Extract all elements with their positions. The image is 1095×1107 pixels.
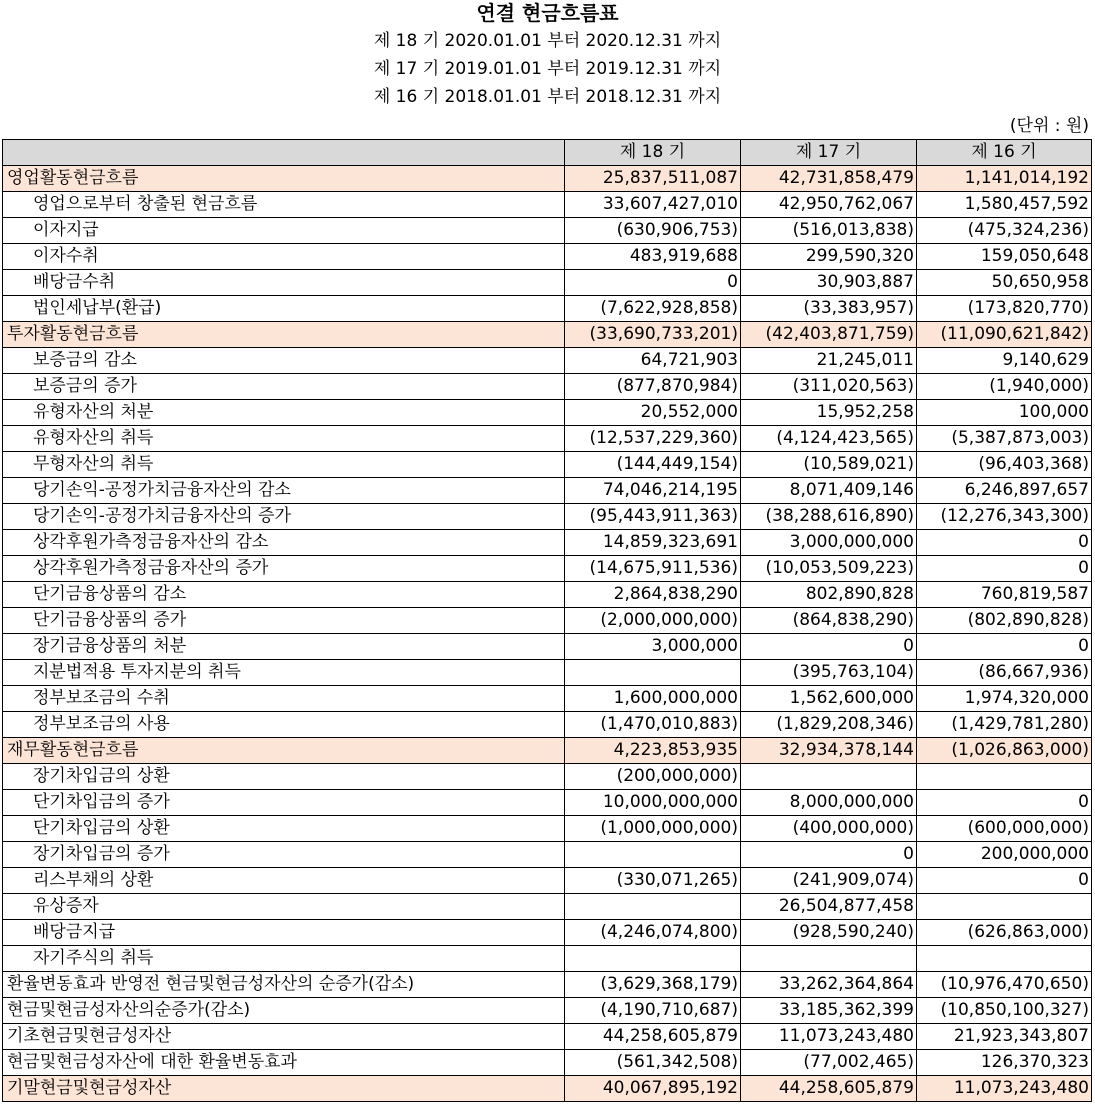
value-period-17: (38,288,616,890) [741,504,917,530]
row-label: 단기차입금의 증가 [3,790,565,816]
table-row [3,582,1092,608]
value-period-17: (311,020,563) [741,374,917,400]
header-label-cell [3,140,565,166]
value-period-17: (928,590,240) [741,920,917,946]
row-label: 장기차입금의 상환 [3,764,565,790]
value-period-18: 44,258,605,879 [565,1024,741,1050]
row-label: 이자수취 [3,244,565,270]
row-label: 기초현금및현금성자산 [3,1024,565,1050]
row-label: 법인세납부(환급) [3,296,565,322]
value-period-17: 33,185,362,399 [741,998,917,1024]
value-period-17: 44,258,605,879 [741,1076,917,1102]
value-period-16: (86,667,936) [917,660,1092,686]
value-period-16: 0 [917,790,1092,816]
row-label: 보증금의 감소 [3,348,565,374]
value-period-17: (395,763,104) [741,660,917,686]
row-label: 장기금융상품의 처분 [3,634,565,660]
table-row [3,972,1092,998]
value-period-17 [741,764,917,790]
value-period-18: (1,000,000,000) [565,816,741,842]
value-period-17: 26,504,877,458 [741,894,917,920]
value-period-17: 42,731,858,479 [741,166,917,192]
row-label: 기말현금및현금성자산 [3,1076,565,1102]
value-period-16: 11,073,243,480 [917,1076,1092,1102]
value-period-18 [565,946,741,972]
value-period-16: (96,403,368) [917,452,1092,478]
period-line-17: 제 17 기 2019.01.01 부터 2019.12.31 까지 [373,59,722,79]
value-period-16: (475,324,236) [917,218,1092,244]
table-row [3,790,1092,816]
value-period-16: (1,026,863,000) [917,738,1092,764]
value-period-18 [565,660,741,686]
table-row [3,686,1092,712]
value-period-16: 0 [917,556,1092,582]
value-period-17: (1,829,208,346) [741,712,917,738]
value-period-17: 11,073,243,480 [741,1024,917,1050]
table-row [3,322,1092,348]
row-label: 상각후원가측정금융자산의 증가 [3,556,565,582]
value-period-16: 1,974,320,000 [917,686,1092,712]
value-period-17: (42,403,871,759) [741,322,917,348]
row-label: 배당금수취 [3,270,565,296]
table-row [3,660,1092,686]
header-period-17: 제 17 기 [741,140,917,166]
value-period-18: 40,067,895,192 [565,1076,741,1102]
row-label: 재무활동현금흐름 [3,738,565,764]
table-row [3,530,1092,556]
value-period-18: (330,071,265) [565,868,741,894]
row-label: 리스부채의 상환 [3,868,565,894]
value-period-16: (11,090,621,842) [917,322,1092,348]
value-period-17 [741,946,917,972]
value-period-17: 299,590,320 [741,244,917,270]
table-row [3,374,1092,400]
row-label: 배당금지급 [3,920,565,946]
table-row [3,842,1092,868]
value-period-16: (1,940,000) [917,374,1092,400]
value-period-18 [565,894,741,920]
row-label: 정부보조금의 수취 [3,686,565,712]
row-label: 지분법적용 투자지분의 취득 [3,660,565,686]
value-period-18: 25,837,511,087 [565,166,741,192]
table-row [3,244,1092,270]
row-label: 유형자산의 처분 [3,400,565,426]
value-period-16: 9,140,629 [917,348,1092,374]
value-period-17: 15,952,258 [741,400,917,426]
value-period-16: 0 [917,868,1092,894]
value-period-17: 8,000,000,000 [741,790,917,816]
value-period-16 [917,764,1092,790]
value-period-17: 8,071,409,146 [741,478,917,504]
row-label: 현금및현금성자산의순증가(감소) [3,998,565,1024]
table-row [3,712,1092,738]
value-period-18: 14,859,323,691 [565,530,741,556]
value-period-18: (877,870,984) [565,374,741,400]
value-period-16: 21,923,343,807 [917,1024,1092,1050]
value-period-16: (1,429,781,280) [917,712,1092,738]
row-label: 단기금융상품의 증가 [3,608,565,634]
value-period-17: 42,950,762,067 [741,192,917,218]
value-period-17: 33,262,364,864 [741,972,917,998]
value-period-16: (10,976,470,650) [917,972,1092,998]
table-row [3,738,1092,764]
value-period-18: (7,622,928,858) [565,296,741,322]
value-period-16: (600,000,000) [917,816,1092,842]
value-period-17: (241,909,074) [741,868,917,894]
value-period-17: (10,053,509,223) [741,556,917,582]
value-period-18: (4,190,710,687) [565,998,741,1024]
value-period-16: 159,050,648 [917,244,1092,270]
value-period-16 [917,894,1092,920]
value-period-16: 0 [917,634,1092,660]
value-period-17: (10,589,021) [741,452,917,478]
row-label: 환율변동효과 반영전 현금및현금성자산의 순증가(감소) [3,972,565,998]
value-period-18: 3,000,000 [565,634,741,660]
value-period-18: (14,675,911,536) [565,556,741,582]
value-period-18: 64,721,903 [565,348,741,374]
table-row [3,764,1092,790]
table-header-row [3,140,1092,166]
value-period-18: (12,537,229,360) [565,426,741,452]
value-period-17: 802,890,828 [741,582,917,608]
value-period-16: 1,141,014,192 [917,166,1092,192]
table-row [3,348,1092,374]
value-period-17: 1,562,600,000 [741,686,917,712]
unit-label: (단위 : 원) [1009,116,1089,136]
value-period-17: (4,124,423,565) [741,426,917,452]
value-period-18: (3,629,368,179) [565,972,741,998]
table-row [3,1024,1092,1050]
value-period-18: 20,552,000 [565,400,741,426]
value-period-17: (516,013,838) [741,218,917,244]
row-label: 단기금융상품의 감소 [3,582,565,608]
row-label: 정부보조금의 사용 [3,712,565,738]
table-row [3,998,1092,1024]
value-period-16: 1,580,457,592 [917,192,1092,218]
table-row [3,946,1092,972]
value-period-17: 0 [741,634,917,660]
table-row [3,166,1092,192]
value-period-17: (33,383,957) [741,296,917,322]
value-period-17: 32,934,378,144 [741,738,917,764]
table-row [3,894,1092,920]
value-period-17: 21,245,011 [741,348,917,374]
value-period-17: 30,903,887 [741,270,917,296]
value-period-18: (200,000,000) [565,764,741,790]
value-period-18: (1,470,010,883) [565,712,741,738]
table-row [3,400,1092,426]
value-period-17: 3,000,000,000 [741,530,917,556]
table-row [3,426,1092,452]
value-period-16: 100,000 [917,400,1092,426]
table-row [3,608,1092,634]
value-period-18: 1,600,000,000 [565,686,741,712]
value-period-17: (400,000,000) [741,816,917,842]
value-period-18: (144,449,154) [565,452,741,478]
value-period-18: 483,919,688 [565,244,741,270]
period-line-18: 제 18 기 2020.01.01 부터 2020.12.31 까지 [373,31,722,51]
value-period-18: 4,223,853,935 [565,738,741,764]
value-period-16: 0 [917,530,1092,556]
row-label: 보증금의 증가 [3,374,565,400]
table-row [3,504,1092,530]
row-label: 이자지급 [3,218,565,244]
value-period-18: (561,342,508) [565,1050,741,1076]
row-label: 장기차입금의 증가 [3,842,565,868]
value-period-16: (10,850,100,327) [917,998,1092,1024]
table-row [3,218,1092,244]
value-period-18: 10,000,000,000 [565,790,741,816]
row-label: 무형자산의 취득 [3,452,565,478]
value-period-16: (802,890,828) [917,608,1092,634]
header-period-18: 제 18 기 [565,140,741,166]
row-label: 자기주식의 취득 [3,946,565,972]
table-row [3,920,1092,946]
value-period-18: (4,246,074,800) [565,920,741,946]
row-label: 유상증자 [3,894,565,920]
table-row [3,1076,1092,1102]
value-period-18: (95,443,911,363) [565,504,741,530]
table-row [3,816,1092,842]
value-period-17: 0 [741,842,917,868]
table-row [3,478,1092,504]
row-label: 상각후원가측정금융자산의 감소 [3,530,565,556]
value-period-16: 50,650,958 [917,270,1092,296]
value-period-18: 0 [565,270,741,296]
row-label: 영업으로부터 창출된 현금흐름 [3,192,565,218]
period-line-16: 제 16 기 2018.01.01 부터 2018.12.31 까지 [373,87,722,107]
row-label: 유형자산의 취득 [3,426,565,452]
value-period-18: 2,864,838,290 [565,582,741,608]
value-period-16 [917,946,1092,972]
value-period-16: (5,387,873,003) [917,426,1092,452]
row-label: 당기손익-공정가치금융자산의 증가 [3,504,565,530]
row-label: 영업활동현금흐름 [3,166,565,192]
value-period-17: (864,838,290) [741,608,917,634]
table-row [3,868,1092,894]
table-row [3,296,1092,322]
cash-flow-table [2,139,1092,1102]
table-row [3,192,1092,218]
row-label: 단기차입금의 상환 [3,816,565,842]
value-period-18: (33,690,733,201) [565,322,741,348]
value-period-17: (77,002,465) [741,1050,917,1076]
row-label: 투자활동현금흐름 [3,322,565,348]
table-row [3,270,1092,296]
value-period-16: 126,370,323 [917,1050,1092,1076]
table-row [3,452,1092,478]
value-period-18: (630,906,753) [565,218,741,244]
value-period-16: 200,000,000 [917,842,1092,868]
value-period-18: 74,046,214,195 [565,478,741,504]
row-label: 당기손익-공정가치금융자산의 감소 [3,478,565,504]
value-period-18: (2,000,000,000) [565,608,741,634]
table-row [3,634,1092,660]
value-period-18 [565,842,741,868]
value-period-18: 33,607,427,010 [565,192,741,218]
header-period-16: 제 16 기 [917,140,1092,166]
value-period-16: (12,276,343,300) [917,504,1092,530]
value-period-16: (173,820,770) [917,296,1092,322]
value-period-16: 760,819,587 [917,582,1092,608]
table-row [3,556,1092,582]
table-row [3,1050,1092,1076]
value-period-16: 6,246,897,657 [917,478,1092,504]
row-label: 현금및현금성자산에 대한 환율변동효과 [3,1050,565,1076]
value-period-16: (626,863,000) [917,920,1092,946]
statement-title: 연결 현금흐름표 [476,1,619,25]
